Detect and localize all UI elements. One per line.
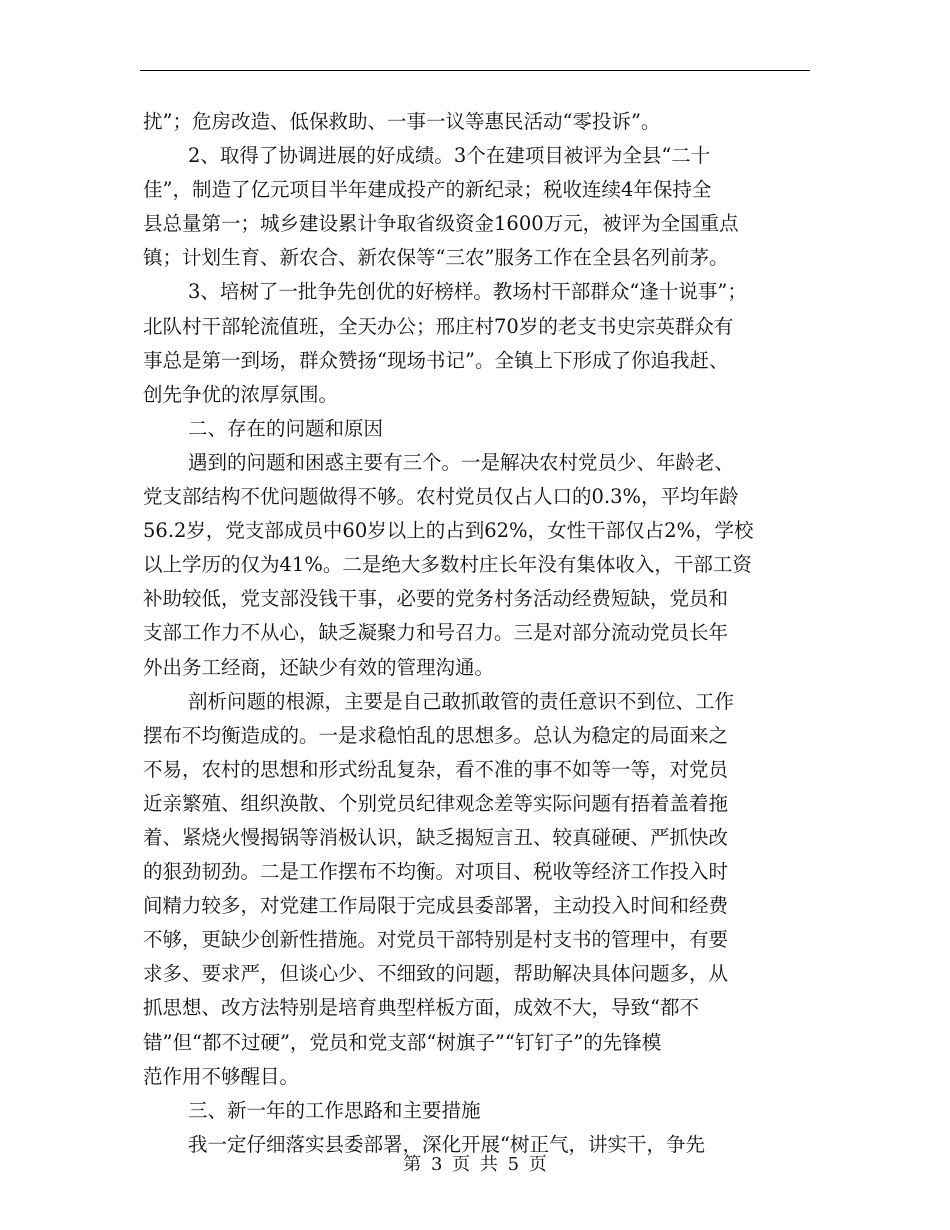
text-line: 外出务工经商，还缺少有效的管理沟通。 [143,655,495,679]
text-line: 补助较低，党支部没钱干事，必要的党务村务活动经费短缺，党员和 [143,587,729,611]
text-line: 北队村干部轮流值班，全天办公；邢庄村70岁的老支书史宗英群众有 [143,314,734,338]
text-line: 间精力较多，对党建工作局限于完成县委部署，主动投入时间和经费 [143,894,729,918]
text-line: 创先争优的浓厚氛围。 [143,382,339,406]
text-line: 56.2岁，党支部成员中60岁以上的占到62%，女性干部仅占2%，学校 [143,519,754,543]
text-line: 支部工作力不从心，缺乏凝聚力和号召力。三是对部分流动党员长年 [143,621,729,645]
text-line: 近亲繁殖、组织涣散、个别党员纪律观念差等实际问题有捂着盖着拖 [143,791,729,815]
document-body [143,105,813,1162]
text-line: 求多、要求严，但谈心少、不细致的问题，帮助解决具体问题多，从 [143,962,729,986]
text-line: 我一定仔细落实县委部署，深化开展“树正气，讲实干，争先 [188,1132,705,1156]
text-line: 县总量第一；城乡建设累计争取省级资金1600万元，被评为全国重点 [143,212,739,236]
text-line: 范作用不够醒目。 [143,1064,300,1088]
text-line: 二、存在的问题和原因 [188,416,384,440]
text-line: 三、新一年的工作思路和主要措施 [188,1098,481,1122]
text-line: 扰”；危房改造、低保救助、一事一议等惠民活动“零投诉”。 [143,110,661,133]
page-footer: 第 3 页 共 5 页 [403,1154,547,1175]
text-line: 事总是第一到场，群众赞扬“现场书记”。全镇上下形成了你追我赶、 [143,348,729,372]
text-line: 镇；计划生育、新农合、新农保等“三农”服务工作在全县名列前茅。 [143,246,729,270]
text-line: 党支部结构不优问题做得不够。农村党员仅占人口的0.3%，平均年龄 [143,485,739,509]
text-line: 的狠劲韧劲。二是工作摆布不均衡。对项目、税收等经济工作投入时 [143,860,729,884]
text-line: 不易，农村的思想和形式纷乱复杂，看不准的事不如等一等，对党员 [143,757,729,781]
text-line: 着、紧烧火慢揭锅等消极认识，缺乏揭短言丑、较真碰硬、严抓快改 [143,825,729,849]
text-line: 不够，更缺少创新性措施。对党员干部特别是村支书的管理中，有要 [143,928,729,952]
text-line: 抓思想、改方法特别是培育典型样板方面，成效不大，导致“都不 [143,996,699,1020]
text-line: 2、取得了协调进展的好成绩。3个在建项目被评为全县“二十 [188,144,711,168]
text-line: 剖析问题的根源，主要是自己敢抓敢管的责任意识不到位、工作 [188,689,735,713]
text-line: 遇到的问题和困惑主要有三个。一是解决农村党员少、年龄老、 [188,450,735,474]
text-line: 3、培树了一批争先创优的好榜样。教场村干部群众“逢十说事”； [188,280,747,304]
header-rule [140,70,810,71]
text-line: 以上学历的仅为41%。二是绝大多数村庄长年没有集体收入，干部工资 [143,553,752,577]
text-line: 摆布不均衡造成的。一是求稳怕乱的思想多。总认为稳定的局面来之 [143,723,729,747]
text-line: 错”但“都不过硬”，党员和党支部“树旗子”“钉钉子”的先锋模 [143,1030,662,1054]
text-line: 佳”，制造了亿元项目半年建成投产的新纪录；税收连续4年保持全 [143,178,712,202]
